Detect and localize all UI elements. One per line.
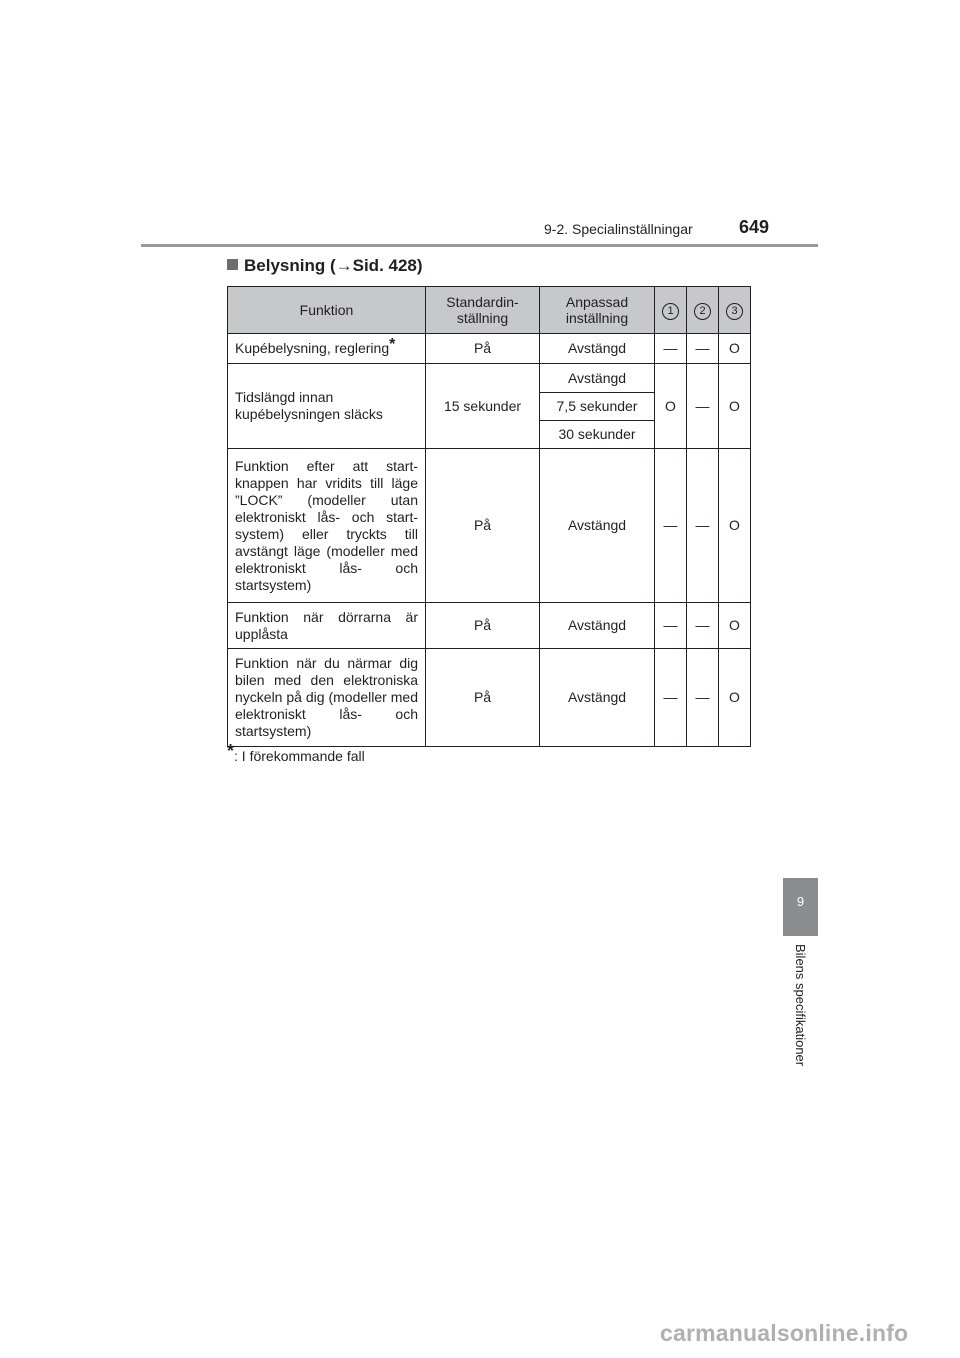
row-col-2: — [687, 603, 719, 649]
row-col-1: O [655, 364, 687, 449]
chapter-tab: 9 [783, 878, 818, 936]
row-col-1: — [655, 334, 687, 364]
row-col-1: — [655, 449, 687, 603]
row-col-2: — [687, 334, 719, 364]
table-row [228, 649, 751, 747]
settings-table [227, 286, 751, 747]
table-row [228, 364, 751, 393]
header-col-1 [655, 287, 687, 334]
circled-3-icon: 3 [726, 303, 743, 320]
footnote-text: : I förekommande fall [234, 748, 365, 764]
row-custom-option: 30 sekunder [540, 421, 655, 449]
row-custom-option: Avstängd [540, 364, 655, 393]
row-function-text: Kupébelysning, reglering [235, 340, 390, 356]
row-col-3: O [719, 603, 751, 649]
row-function: Funktion när du närmar dig bilen med den elektroniska nyckeln på dig (modeller med elektroniskt lås- och startsystem) [228, 649, 426, 747]
header-default: Standardin-ställning [426, 287, 540, 334]
page-number: 649 [739, 217, 770, 237]
header-divider [141, 244, 818, 247]
circled-1-icon: 1 [662, 303, 679, 320]
section-title-ref[interactable]: Sid. 428) [352, 256, 423, 275]
row-default: På [426, 649, 540, 747]
row-col-3: O [719, 649, 751, 747]
watermark-logo: carmanualsonline.info [660, 1320, 909, 1346]
asterisk-mark: * [389, 336, 396, 353]
table-header-row [228, 287, 751, 334]
row-function: Tidslängd innan kupébelysningen släcks [228, 364, 426, 449]
table-row [228, 449, 751, 603]
footnote-asterisk: * [227, 741, 235, 761]
section-title-text: Belysning ( [244, 256, 336, 275]
row-col-2: — [687, 649, 719, 747]
row-col-3: O [719, 449, 751, 603]
footnote [227, 741, 365, 764]
row-function [228, 334, 426, 364]
table-row [228, 603, 751, 649]
arrow-icon: → [335, 256, 353, 275]
row-function: Funktion efter att start-knappen har vridits till läge ”LOCK” (modeller utan elektroniskt lås- och start-system) eller tryckts till avstängt läge (modeller med elektroniskt lås- och startsystem) [228, 449, 426, 603]
row-custom: Avstängd [540, 449, 655, 603]
row-custom: Avstängd [540, 334, 655, 364]
row-col-1: — [655, 649, 687, 747]
header-function: Funktion [228, 287, 426, 334]
row-default: På [426, 334, 540, 364]
row-col-1: — [655, 603, 687, 649]
row-default: 15 sekunder [426, 364, 540, 449]
circled-2-icon: 2 [694, 303, 711, 320]
row-custom: Avstängd [540, 649, 655, 747]
chapter-label: Bilens specifikationer [793, 944, 808, 1067]
header-custom: Anpassad inställning [540, 287, 655, 334]
row-col-2: — [687, 449, 719, 603]
row-col-3: O [719, 364, 751, 449]
square-bullet-icon [227, 259, 238, 270]
row-function: Funktion när dörrarna är upplåsta [228, 603, 426, 649]
row-default: På [426, 449, 540, 603]
table-row [228, 334, 751, 364]
row-custom: Avstängd [540, 603, 655, 649]
row-default: På [426, 603, 540, 649]
header-section-title: 9-2. Specialinställningar [544, 221, 693, 237]
row-col-3: O [719, 334, 751, 364]
row-custom-option: 7,5 sekunder [540, 393, 655, 421]
row-col-2: — [687, 364, 719, 449]
section-title [227, 256, 423, 276]
header-col-2 [687, 287, 719, 334]
header-col-3 [719, 287, 751, 334]
